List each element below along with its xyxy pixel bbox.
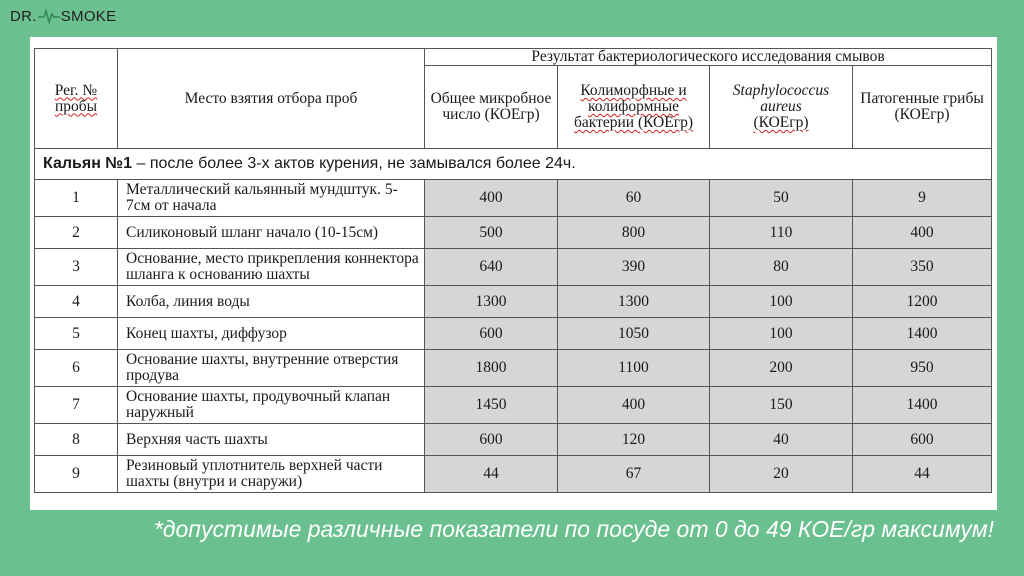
cell-place: Основание, место прикрепления коннектора шланга к основанию шахты — [118, 249, 425, 286]
header-staph — [710, 66, 853, 149]
cell-n: 1 — [35, 180, 118, 217]
cell-n: 5 — [35, 318, 118, 350]
cell-fungi: 400 — [853, 217, 992, 249]
cell-staph: 150 — [710, 387, 853, 424]
cell-coli: 60 — [558, 180, 710, 217]
header-coli-text: Колиморфные и колиформные бактерии (КОЕгр) — [573, 82, 693, 131]
cell-staph: 100 — [710, 286, 853, 318]
cell-place: Металлический кальянный мундштук. 5-7см от начала — [118, 180, 425, 217]
cell-staph: 100 — [710, 318, 853, 350]
cell-coli: 390 — [558, 249, 710, 286]
cell-staph: 200 — [710, 350, 853, 387]
table-row — [35, 456, 992, 493]
cell-coli: 67 — [558, 456, 710, 493]
cell-staph: 40 — [710, 424, 853, 456]
cell-fungi: 9 — [853, 180, 992, 217]
cell-n: 6 — [35, 350, 118, 387]
table-row — [35, 217, 992, 249]
heartbeat-icon — [38, 8, 60, 24]
cell-coli: 400 — [558, 387, 710, 424]
cell-total: 1450 — [425, 387, 558, 424]
cell-coli: 1100 — [558, 350, 710, 387]
cell-staph: 80 — [710, 249, 853, 286]
cell-coli: 1300 — [558, 286, 710, 318]
cell-staph: 50 — [710, 180, 853, 217]
cell-n: 2 — [35, 217, 118, 249]
footnote: *допустимые различные показатели по посуде от 0 до 49 КОЕ/гр максимум! — [153, 516, 994, 542]
header-staph-unit: (КОЕгр) — [753, 114, 809, 131]
header-fungi: Патогенные грибы (КОЕгр) — [853, 66, 992, 149]
header-place: Место взятия отбора проб — [118, 49, 425, 149]
cell-total: 44 — [425, 456, 558, 493]
cell-fungi: 1200 — [853, 286, 992, 318]
cell-place: Верхняя часть шахты — [118, 424, 425, 456]
header-coli — [558, 66, 710, 149]
table-row — [35, 286, 992, 318]
cell-fungi: 44 — [853, 456, 992, 493]
cell-place: Силиконовый шланг начало (10-15см) — [118, 217, 425, 249]
cell-n: 7 — [35, 387, 118, 424]
cell-place: Колба, линия воды — [118, 286, 425, 318]
logo-text-left: DR. — [10, 7, 37, 25]
cell-coli: 1050 — [558, 318, 710, 350]
cell-place: Резиновый уплотнитель верхней части шахты (внутри и снаружи) — [118, 456, 425, 493]
header-group: Результат бактериологического исследования смывов — [425, 49, 992, 66]
cell-n: 8 — [35, 424, 118, 456]
cell-total: 1800 — [425, 350, 558, 387]
cell-total: 400 — [425, 180, 558, 217]
table-row — [35, 180, 992, 217]
cell-fungi: 1400 — [853, 387, 992, 424]
cell-n: 3 — [35, 249, 118, 286]
cell-fungi: 1400 — [853, 318, 992, 350]
cell-place: Основание шахты, внутренние отверстия продува — [118, 350, 425, 387]
logo-text-right: SMOKE — [60, 7, 117, 25]
brand-logo — [10, 7, 116, 25]
section-title — [35, 149, 992, 180]
cell-place: Конец шахты, диффузор — [118, 318, 425, 350]
cell-total: 1300 — [425, 286, 558, 318]
cell-fungi: 350 — [853, 249, 992, 286]
header-reg — [35, 49, 118, 149]
header-staph-name: Staphylococcus aureus — [732, 82, 830, 115]
cell-staph: 110 — [710, 217, 853, 249]
table-row — [35, 387, 992, 424]
cell-place: Основание шахты, продувочный клапан наружный — [118, 387, 425, 424]
cell-total: 600 — [425, 424, 558, 456]
header-total: Общее микробное число (КОЕгр) — [425, 66, 558, 149]
cell-fungi: 600 — [853, 424, 992, 456]
table-row — [35, 249, 992, 286]
cell-n: 9 — [35, 456, 118, 493]
cell-coli: 120 — [558, 424, 710, 456]
section-title-bold: Кальян №1 — [43, 155, 133, 172]
cell-total: 600 — [425, 318, 558, 350]
table-row — [35, 424, 992, 456]
cell-n: 4 — [35, 286, 118, 318]
results-table — [34, 48, 992, 493]
header-reg-text: Рег. № пробы — [54, 81, 98, 115]
section-title-rest: – после более 3-х актов курения, не замывался более 24ч. — [132, 155, 576, 172]
cell-total: 640 — [425, 249, 558, 286]
cell-coli: 800 — [558, 217, 710, 249]
cell-staph: 20 — [710, 456, 853, 493]
document-sheet — [30, 37, 997, 510]
cell-fungi: 950 — [853, 350, 992, 387]
table-row — [35, 318, 992, 350]
cell-total: 500 — [425, 217, 558, 249]
table-row — [35, 350, 992, 387]
